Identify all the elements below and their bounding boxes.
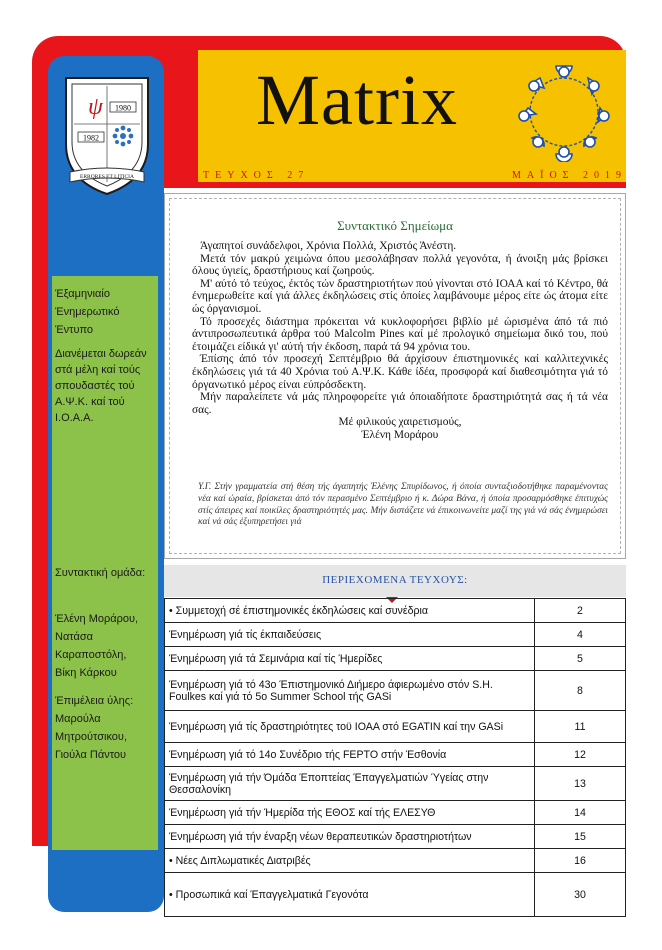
toc-title[interactable]: Ένημέρωση γιά τήν Όμάδα Έποπτείας Έπαγγελματιών Ύγείας στην Θεσσαλονίκη bbox=[165, 767, 535, 801]
table-row[interactable] bbox=[165, 767, 626, 801]
editorial-paragraph: Μ' αύτό τό τεύχος, έκτός τών δραστηριοτήτων πού γίνονται στό ΙΟΑΑ καί τό Κέντρο, θά ένημερωθείτε καί γιά άλλες έκδηλώσεις στίς όποίες λαμβάνουμε μέρος είτε ώς άτομα είτε ώς όργανισμοί. bbox=[192, 277, 608, 315]
toc-title[interactable]: • Προσωπικά καί Έπαγγελματικά Γεγονότα bbox=[165, 873, 535, 917]
toc-title[interactable]: Ένημέρωση γιά τήν έναρξη νέων θεραπευτικών δραστηριοτήτων bbox=[165, 825, 535, 849]
contents-heading: ΠΕΡΙΕΧΟΜΕΝΑ ΤΕΥΧΟΥΣ: bbox=[322, 574, 468, 586]
toc-page: 12 bbox=[535, 743, 626, 767]
toc-page: 16 bbox=[535, 849, 626, 873]
editorial-paragraph: Μετά τόν μακρύ χειμώνα όπου μεσολάβησαν πολλά γεγονότα, ή άνοιξη μάς βρίσκει όλους ύγιείς, δραστήριους καί ζωηρούς. bbox=[192, 252, 608, 278]
editorial-postscript: Υ.Γ. Στήν γραμματεία στή θέση τής άγαπητής Έλένης Σπυρίδωνος, ή όποία συνταξιοδοτήθηκε παραμένοντας νέα καί ώραία, βρίσκεται άπό τόν περασμένο Σεπτέμβριο ή κ. Δώρα Βάνα, ή όποία προσαρμόσθηκε έπιτυχώς στίς άπειρες καί ποικίλες δραστηριότητές μας. Μήν διστάζετε νά έπικοινωνείτε μαζί της γιά νά σάς ένημερώσει καί νά σάς έξυπηρετήσει γιά bbox=[198, 482, 608, 528]
crest-logo bbox=[60, 72, 154, 198]
toc-page: 30 bbox=[535, 873, 626, 917]
toc-title[interactable]: Ένημέρωση γιά τίς δραστηριότητες τοϋ ΙΟΑΑ στό EGATIN καί την GASi bbox=[165, 711, 535, 743]
material-heading: Έπιμέλεια ύλης: bbox=[55, 695, 134, 707]
logo-year-top: 1980 bbox=[115, 103, 131, 113]
table-row[interactable] bbox=[165, 647, 626, 671]
toc-page: 13 bbox=[535, 767, 626, 801]
toc-title[interactable]: Ένημέρωση γιά τήν Ήμερίδα τής ΕΘΟΣ καί τής ΕΛΕΣΥΘ bbox=[165, 801, 535, 825]
group-circle-icon bbox=[514, 58, 614, 162]
toc-page: 4 bbox=[535, 623, 626, 647]
editorial-paragraph: Τό προσεχές διάστημα πρόκειται νά κυκλοφορήσει βιβλίο μέ ώρισμένα άπό τά πιό άντιπροσωπευτικά άρθρα τού Malcolm Pines καί μέ προλογικό σημείωμα δικό του, πού έτοιμάζει είδικά γι' αύτή τήν έκδοση, παρά τά 94 χρόνια του. bbox=[192, 315, 608, 353]
issue-number: ΤΕΥΧΟΣ 27 bbox=[203, 170, 310, 181]
publication-type bbox=[55, 285, 119, 339]
logo-year-bottom: 1982 bbox=[83, 133, 99, 143]
logo-motto: ERRORES ET LITICIA bbox=[80, 174, 134, 180]
editorial-signature: Έλένη Μοράρου bbox=[361, 428, 439, 441]
table-row[interactable] bbox=[165, 743, 626, 767]
masthead-title: Matrix bbox=[256, 60, 458, 140]
table-row[interactable] bbox=[165, 623, 626, 647]
table-row[interactable] bbox=[165, 711, 626, 743]
team-member: Έλένη Μοράρου, bbox=[55, 613, 139, 625]
editorial-paragraph: Έπίσης άπό τόν προσεχή Σεπτέμβριο θά άρχίσουν έπιστημονικές καί καλλιτεχνικές έκδηλώσεις γιά τά 40 Χρόνια τού Α.Ψ.Κ. Κάθε ίδέα, προσφορά καί διαθεσιμότητα γιά τό όργανωτικό μέρος είναι εύπρόσδεκτη. bbox=[192, 353, 608, 391]
table-row[interactable] bbox=[165, 849, 626, 873]
toc-page: 15 bbox=[535, 825, 626, 849]
publication-line: Έντυπο bbox=[55, 324, 94, 336]
toc-page: 11 bbox=[535, 711, 626, 743]
team-member: Βίκη Κάρκου bbox=[55, 667, 117, 679]
toc-page: 14 bbox=[535, 801, 626, 825]
editorial-team-list bbox=[55, 610, 159, 682]
editorial-paragraph: Άγαπητοί συνάδελφοι, Χρόνια Πολλά, Χριστός Άνέστη. bbox=[200, 240, 457, 252]
toc-page: 8 bbox=[535, 671, 626, 711]
toc-page: 2 bbox=[535, 599, 626, 623]
editorial-heading: Συντακτικό Σημείωμα bbox=[337, 218, 453, 233]
toc-title[interactable]: • Νέες Διπλωματικές Διατριβές bbox=[165, 849, 535, 873]
team-member: Νατάσα Καραποστόλη, bbox=[55, 631, 127, 661]
toc-title[interactable]: Ένημέρωση γιά τά Σεμινάρια καί τίς Ήμερίδες bbox=[165, 647, 535, 671]
publication-line: Έξαμηνιαίο bbox=[55, 288, 110, 300]
editorial-paragraph: Μήν παραλείπετε νά μάς πληροφορείτε γιά όποιαδήποτε δραστηριότητά σας ή τά νέα σας. bbox=[192, 391, 608, 416]
issue-date: ΜΑΪΟΣ 2019 bbox=[512, 170, 627, 181]
toc-title[interactable]: Ένημέρωση γιά τίς έκπαιδεύσεις bbox=[165, 623, 535, 647]
toc-title[interactable]: Ένημέρωση γιά τό 14ο Συνέδριο τής FEPTO στήν Έσθονία bbox=[165, 743, 535, 767]
toc-page: 5 bbox=[535, 647, 626, 671]
table-row[interactable] bbox=[165, 671, 626, 711]
table-row[interactable] bbox=[165, 801, 626, 825]
material-editing bbox=[55, 692, 159, 764]
toc-title[interactable]: • Συμμετοχή σέ έπιστημονικές έκδηλώσεις καί συνέδρια bbox=[165, 599, 535, 623]
editorial-team-heading: Συντακτική ομάδα: bbox=[55, 567, 146, 579]
editorial-body bbox=[192, 240, 608, 442]
table-row[interactable] bbox=[165, 825, 626, 849]
material-member: Μαρούλα Μητρούτσικου, bbox=[55, 713, 127, 743]
contents-table bbox=[164, 598, 626, 917]
table-row[interactable] bbox=[165, 873, 626, 917]
svg-text:ψ: ψ bbox=[88, 94, 103, 120]
table-row[interactable] bbox=[165, 599, 626, 623]
publication-line: Ένημερωτικό bbox=[55, 306, 120, 318]
editorial-closing: Μέ φιλικούς χαιρετισμούς, bbox=[338, 416, 462, 429]
toc-title[interactable]: Ένημέρωση γιά τό 43ο Έπιστημονικό Διήμερο άφιερωμένο στόν S.H. Foulkes καί γιά τό 5ο Summer School τής GASi bbox=[165, 671, 535, 711]
contents-heading-bar bbox=[164, 565, 626, 597]
distribution-note: Διανέμεται δωρεάν στά μέλη καί τούς σπουδαστές τού Α.Ψ.Κ. καί τού Ι.Ο.Α.Α. bbox=[55, 348, 147, 424]
material-member: Γιούλα Πάντου bbox=[55, 749, 127, 761]
